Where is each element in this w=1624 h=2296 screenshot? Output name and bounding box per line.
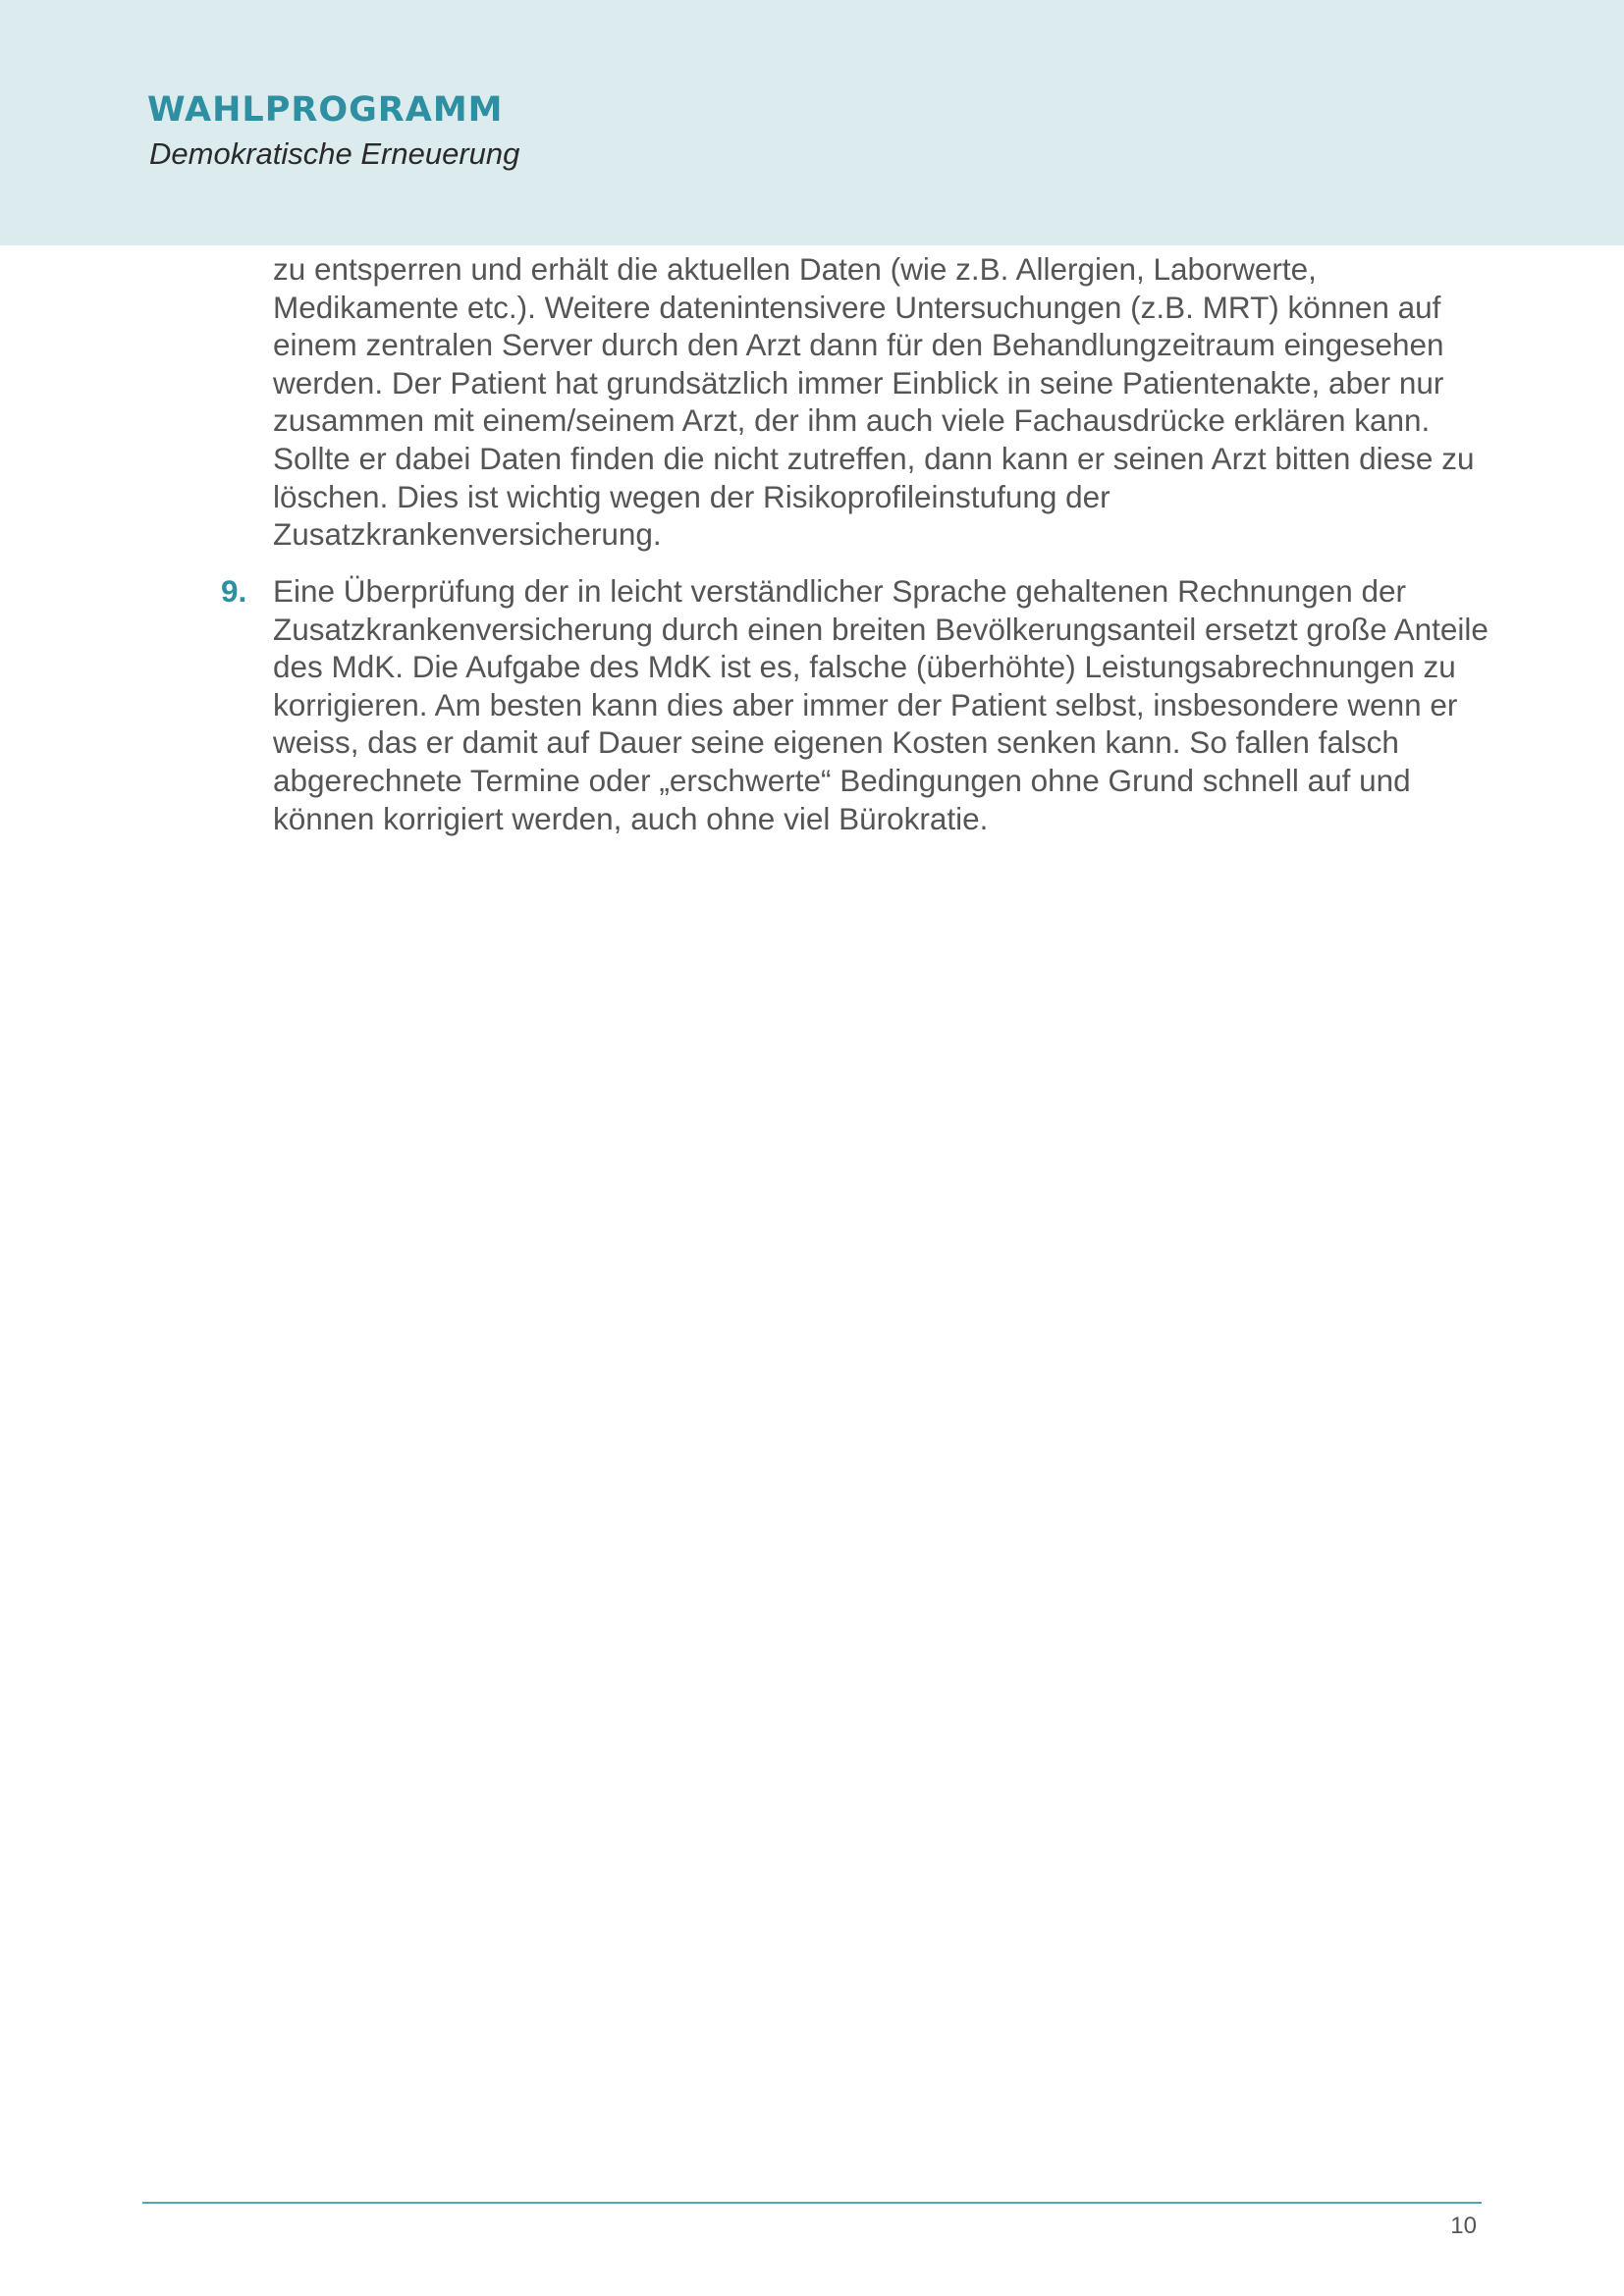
list-item-number: 9.: [221, 573, 247, 609]
continuation-paragraph: zu entsperren und erhält die aktuellen Daten (wie z.B. Allergien, Laborwerte, Medikamente etc.). Weitere datenintensivere Untersuchungen (z.B. MRT) können auf einem zentralen Server durch den Arzt dann für den Behandlungzeitraum eingesehen werden. Der Patient hat grundsätzlich immer Einblick in seine Patientenakte, aber nur zusammen mit einem/seinem Arzt, der ihm auch viele Fachausdrücke erklären kann. Sollte er dabei Daten finden die nicht zutreffen, dann kann er seinen Arzt bitten diese zu löschen. Dies ist wichtig wegen der Risikoprofileinstufung der Zusatzkrankenversicherung.: [273, 251, 1475, 553]
page-number: 10: [1450, 2213, 1477, 2239]
document-subtitle: Demokratische Erneuerung: [149, 136, 520, 171]
footer-divider: [142, 2202, 1482, 2204]
document-title: WAHLPROGRAMM: [147, 90, 504, 130]
list-item-text: Eine Überprüfung der in leicht verständlicher Sprache gehaltenen Rechnungen der Zusatzkrankenversicherung durch einen breiten Bevölkerungsanteil ersetzt große Anteile des MdK. Die Aufgabe des MdK ist es, falsche (überhöhte) Leistungsabrechnungen zu korrigieren. Am besten kann dies aber immer der Patient selbst, insbesondere wenn er weiss, das er damit auf Dauer seine eigenen Kosten senken kann. So fallen falsch abgerechnete Termine oder „erschwerte“ Bedingungen ohne Grund schnell auf und können korrigiert werden, auch ohne viel Bürokratie.: [273, 573, 1489, 836]
page-header: [0, 0, 1624, 245]
